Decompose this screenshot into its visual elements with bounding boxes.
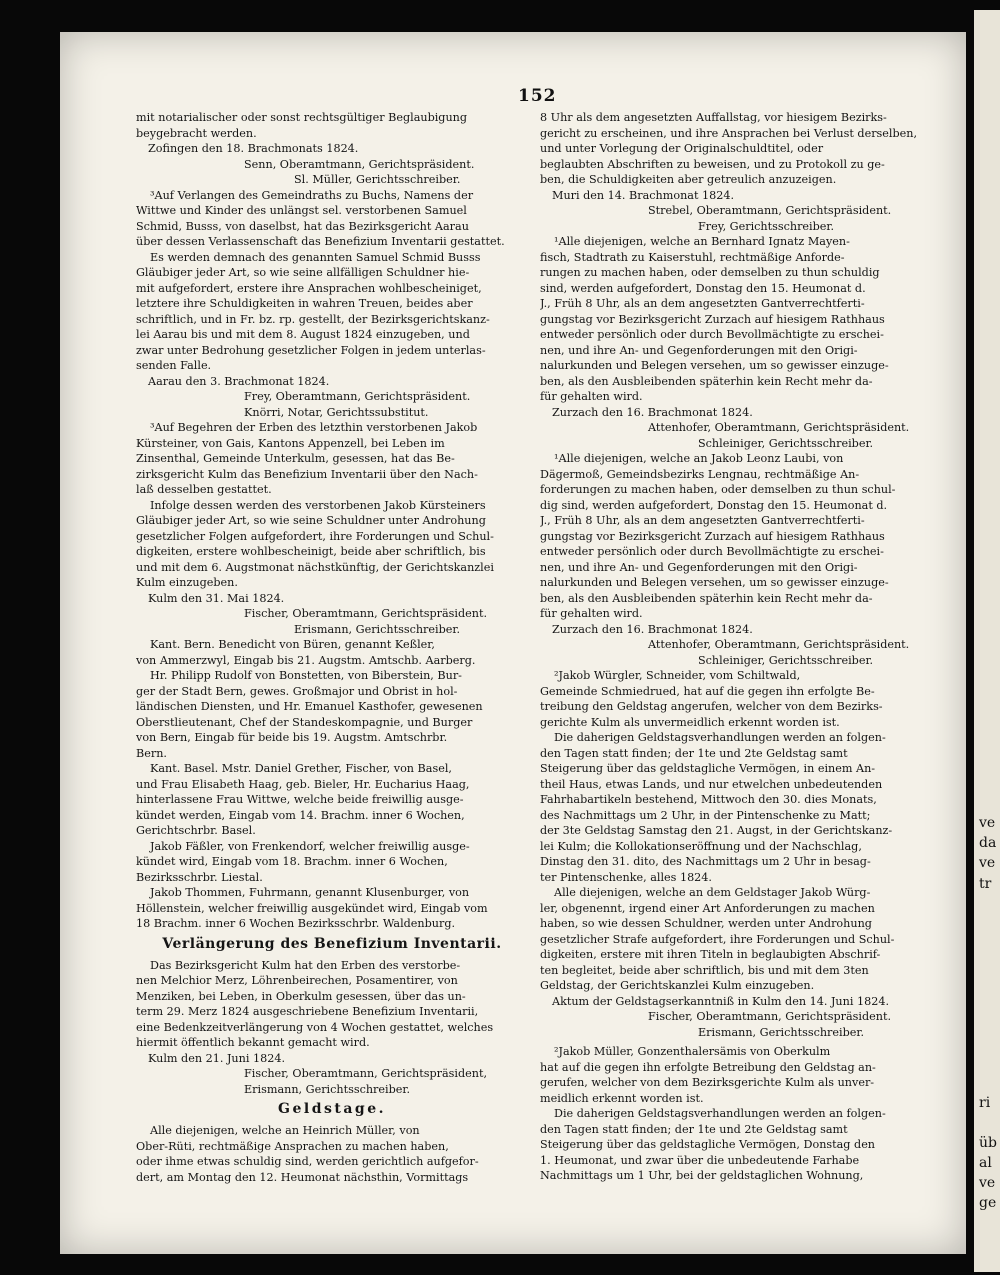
text-line: Oberstlieutenant, Chef der Standeskompagnie, und Burger bbox=[136, 715, 473, 729]
notice-signature: Sl. Müller, Gerichtsschreiber. bbox=[294, 173, 461, 186]
notice-date: Zofingen den 18. Brachmonats 1824. bbox=[148, 142, 359, 155]
text-line: ben, als den Ausbleibenden späterhin kein Recht mehr da- bbox=[540, 374, 873, 388]
text-line: kündet wird, Eingab vom 18. Brachm. inner 6 Wochen, bbox=[136, 855, 448, 868]
text-line: Gläubiger jeder Art, so wie seine allfälligen Schuldner hie- bbox=[136, 266, 470, 279]
text-line: Geldstag, der Gerichtskanzlei Kulm einzugeben. bbox=[540, 979, 815, 992]
notice-date: Aarau den 3. Brachmonat 1824. bbox=[148, 374, 330, 388]
text-line: Fahrhabartikeln bestehend, Mittwoch den 30. dies Monats, bbox=[540, 793, 877, 806]
text-line: von Ammerzwyl, Eingab bis 21. Augstm. Amtschb. Aarberg. bbox=[136, 653, 476, 667]
text-line: term 29. Merz 1824 ausgeschriebene Benefizium Inventarii, bbox=[136, 1005, 479, 1018]
text-line: haben, so wie dessen Schuldner, werden unter Androhung bbox=[540, 917, 872, 930]
text-line: Die daherigen Geldstagsverhandlungen werden an folgen- bbox=[554, 1107, 886, 1120]
text-line: gungstag vor Bezirksgericht Zurzach auf hiesigem Rathhaus bbox=[540, 529, 885, 543]
adjacent-page-edge bbox=[974, 10, 1000, 1272]
text-line: Alle diejenigen, welche an dem Geldstager Jakob Würg- bbox=[554, 886, 871, 899]
text-line: nalurkunden und Belegen versehen, um so gewisser einzuge- bbox=[540, 576, 889, 589]
notice-mueller-heinrich bbox=[136, 1123, 528, 1185]
notice-continuation bbox=[136, 110, 528, 188]
notice-signature: Schleiniger, Gerichtsschreiber. bbox=[698, 653, 874, 667]
text-line: für gehalten wird. bbox=[540, 390, 643, 403]
notice-signature: Senn, Oberamtmann, Gerichtspräsident. bbox=[244, 157, 475, 171]
text-line: Alle diejenigen, welche an Heinrich Müller, von bbox=[150, 1124, 420, 1137]
text-line: Nachmittags um 1 Uhr, bei der geldstaglichen Wohnung, bbox=[540, 1169, 864, 1182]
text-line: Dinstag den 31. dito, des Nachmittags um 2 Uhr in besag- bbox=[540, 855, 871, 868]
notice-signature: Knörri, Notar, Gerichtssubstitut. bbox=[244, 405, 429, 419]
text-line: ¹Alle diejenigen, welche an Bernhard Ignatz Mayen- bbox=[554, 235, 850, 248]
fragment: ve bbox=[979, 815, 996, 831]
notice-signature: Frey, Gerichtsschreiber. bbox=[698, 219, 835, 233]
text-line: hinterlassene Frau Wittwe, welche beide freiwillig ausge- bbox=[136, 793, 464, 806]
text-line: dig sind, werden aufgefordert, Donstag den 15. Heumonat d. bbox=[540, 498, 888, 512]
notice-signature: Fischer, Oberamtmann, Gerichtspräsident. bbox=[244, 607, 488, 620]
notice-date: Muri den 14. Brachmonat 1824. bbox=[552, 188, 735, 202]
text-line: und unter Vorlegung der Originalschuldtitel, oder bbox=[540, 142, 824, 155]
text-line: eine Bedenkzeitverlängerung von 4 Wochen gestattet, welches bbox=[136, 1020, 494, 1034]
notice-mueller-jakob bbox=[540, 1044, 932, 1184]
text-line: Es werden demnach des genannten Samuel Schmid Busss bbox=[150, 250, 481, 264]
text-line: der 3te Geldstag Samstag den 21. Augst, in der Gerichtskanz- bbox=[540, 824, 893, 837]
notice-date: Aktum der Geldstagserkanntniß in Kulm den 14. Juni 1824. bbox=[552, 994, 890, 1008]
text-line: ten begleitet, beide aber schriftlich, bis und mit dem 3ten bbox=[540, 963, 869, 977]
text-line: Hr. Philipp Rudolf von Bonstetten, von Biberstein, Bur- bbox=[150, 669, 462, 682]
text-line: den Tagen statt finden; der 1te und 2te Geldstag samt bbox=[540, 1122, 848, 1136]
fragment: tr bbox=[979, 876, 992, 892]
text-line: dert, am Montag den 12. Heumonat nächsthin, Vormittags bbox=[136, 1170, 469, 1184]
notice-merz bbox=[136, 958, 528, 1098]
text-line: und Frau Elisabeth Haag, geb. Bieler, Hr. Eucharius Haag, bbox=[136, 777, 470, 791]
text-line: Menziken, bei Leben, in Oberkulm gesessen, über das un- bbox=[136, 989, 466, 1003]
text-line: 8 Uhr als dem angesetzten Auffallstag, vor hiesigem Bezirks- bbox=[540, 111, 887, 124]
text-line: Jakob Fäßler, von Frenkendorf, welcher freiwillig ausge- bbox=[150, 839, 470, 853]
fragment: ve bbox=[979, 855, 996, 871]
text-line: Jakob Thommen, Fuhrmann, genannt Klusenburger, von bbox=[150, 886, 470, 899]
text-line: und mit dem 6. Augstmonat nächstkünftig, der Gerichtskanzlei bbox=[136, 560, 494, 574]
fragment: üb bbox=[979, 1135, 997, 1151]
text-line: mit notarialischer oder sonst rechtsgültiger Beglaubigung bbox=[136, 111, 468, 124]
section-heading: Geldstage. bbox=[278, 1101, 386, 1117]
text-line: Kant. Bern. Benedicht von Büren, genannt Keßler, bbox=[150, 638, 435, 651]
text-line: nen, und ihre An- und Gegenforderungen mit den Origi- bbox=[540, 560, 858, 574]
text-line: Die daherigen Geldstagsverhandlungen werden an folgen- bbox=[554, 731, 886, 744]
notice-signature: Fischer, Oberamtmann, Gerichtspräsident, bbox=[244, 1067, 488, 1080]
text-line: letztere ihre Schuldigkeiten in wahren Treuen, beides aber bbox=[136, 297, 473, 310]
text-line: entweder persönlich oder durch Bevollmächtigte zu erschei- bbox=[540, 545, 884, 558]
right-column bbox=[540, 110, 932, 1184]
text-line: ³Auf Begehren der Erben des letzthin verstorbenen Jakob bbox=[150, 421, 478, 434]
notice-signature: Erismann, Gerichtsschreiber. bbox=[294, 622, 461, 636]
text-line: beglaubten Abschriften zu beweisen, und zu Protokoll zu ge- bbox=[540, 157, 885, 171]
text-line: ger der Stadt Bern, gewes. Großmajor und Obrist in hol- bbox=[136, 684, 458, 698]
text-line: Schmid, Busss, von daselbst, hat das Bezirksgericht Aarau bbox=[136, 219, 469, 233]
text-line: Kürsteiner, von Gais, Kantons Appenzell, bei Leben im bbox=[136, 436, 445, 450]
left-column bbox=[136, 110, 528, 1185]
text-line: rungen zu machen haben, oder demselben zu thun schuldig bbox=[540, 266, 880, 279]
text-line: 18 Brachm. inner 6 Wochen Bezirksschrbr. Waldenburg. bbox=[136, 917, 456, 930]
text-line: Gläubiger jeder Art, so wie seine Schuldner unter Androhung bbox=[136, 514, 486, 527]
text-line: nen, und ihre An- und Gegenforderungen mit den Origi- bbox=[540, 343, 858, 357]
section-heading: Verlängerung des Benefizium Inventarii. bbox=[162, 935, 502, 952]
text-line: fisch, Stadtrath zu Kaiserstuhl, rechtmäßige Anforde- bbox=[540, 250, 845, 264]
text-line: entweder persönlich oder durch Bevollmächtigte zu erschei- bbox=[540, 328, 884, 341]
text-line: zirksgericht Kulm das Benefizium Inventarii über den Nach- bbox=[136, 467, 478, 481]
text-line: Kant. Basel. Mstr. Daniel Grether, Fischer, von Basel, bbox=[150, 762, 452, 775]
text-line: laß desselben gestattet. bbox=[136, 483, 272, 496]
text-line: senden Falle. bbox=[136, 359, 212, 372]
fragment: ge bbox=[979, 1195, 997, 1211]
text-line: lei Kulm; die Kollokationseröffnung und der Nachschlag, bbox=[540, 839, 862, 853]
text-line: ben, als den Ausbleibenden späterhin kein Recht mehr da- bbox=[540, 591, 873, 605]
text-line: ²Jakob Müller, Gonzenthalersämis von Oberkulm bbox=[554, 1045, 831, 1058]
text-line: ler, obgenennt, irgend einer Art Anforderungen zu machen bbox=[540, 901, 875, 915]
text-line: ²Jakob Würgler, Schneider, vom Schiltwald, bbox=[554, 669, 801, 682]
text-line: schriftlich, und in Fr. bz. rp. gestellt, der Bezirksgerichtskanz- bbox=[136, 312, 490, 326]
text-line: forderungen zu machen haben, oder demselben zu thun schul- bbox=[540, 483, 896, 496]
text-line: Bezirksschrbr. Liestal. bbox=[136, 870, 263, 884]
text-line: gesetzlicher Strafe aufgefordert, ihre Forderungen und Schul- bbox=[540, 932, 895, 946]
notice-mayenfisch bbox=[540, 234, 932, 451]
text-line: von Bern, Eingab für beide bis 19. Augstm. Amtschrbr. bbox=[136, 731, 448, 744]
notice-date: Zurzach den 16. Brachmonat 1824. bbox=[552, 405, 753, 419]
notice-signature: Attenhofer, Oberamtmann, Gerichtspräsident. bbox=[648, 638, 910, 651]
text-line: ben, die Schuldigkeiten aber getreulich anzuzeigen. bbox=[540, 173, 837, 186]
text-line: Zinsenthal, Gemeinde Unterkulm, gesessen, hat das Be- bbox=[136, 452, 455, 465]
notice-signature: Frey, Oberamtmann, Gerichtspräsident. bbox=[244, 390, 471, 403]
fragment: al bbox=[979, 1155, 992, 1171]
notice-date: Zurzach den 16. Brachmonat 1824. bbox=[552, 622, 753, 636]
text-line: Wittwe und Kinder des unlängst sel. verstorbenen Samuel bbox=[136, 204, 467, 217]
text-line: Gemeinde Schmiedrued, hat auf die gegen ihn erfolgte Be- bbox=[540, 684, 875, 698]
notice-signature: Fischer, Oberamtmann, Gerichtspräsident. bbox=[648, 1010, 892, 1023]
notice-buchs bbox=[136, 188, 528, 421]
text-line: meidlich erkennt worden ist. bbox=[540, 1091, 704, 1105]
text-line: den Tagen statt finden; der 1te und 2te Geldstag samt bbox=[540, 746, 848, 760]
text-line: mit aufgefordert, erstere ihre Ansprachen wohlbescheiniget, bbox=[136, 281, 482, 295]
text-line: nen Melchior Merz, Löhrenbeirechen, Posamentirer, von bbox=[136, 974, 458, 987]
text-line: hat auf die gegen ihn erfolgte Betreibung den Geldstag an- bbox=[540, 1060, 876, 1074]
text-line: ³Auf Verlangen des Gemeindraths zu Buchs, Namens der bbox=[150, 188, 474, 202]
text-line: Bern. bbox=[136, 746, 167, 760]
text-line: zwar unter Bedrohung gesetzlicher Folgen in jedem unterlas- bbox=[136, 343, 486, 357]
text-line: kündet werden, Eingab vom 14. Brachm. inner 6 Wochen, bbox=[136, 808, 465, 822]
text-line: Höllenstein, welcher freiwillig ausgekündet wird, Eingab vom bbox=[136, 901, 488, 915]
text-line: gericht zu erscheinen, und ihre Ansprachen bei Verlust derselben, bbox=[540, 126, 918, 140]
notice-kuersteiner bbox=[136, 420, 528, 637]
text-line: Dägermoß, Gemeindsbezirks Lengnau, rechtmäßige An- bbox=[540, 467, 860, 481]
notice-laubi bbox=[540, 451, 932, 668]
text-line: Kulm einzugeben. bbox=[136, 576, 238, 589]
text-line: des Nachmittags um 2 Uhr, in der Pintenschenke zu Matt; bbox=[540, 808, 871, 822]
text-line: Steigerung über das geldstagliche Vermögen, in einem An- bbox=[540, 762, 876, 775]
text-line: J., Früh 8 Uhr, als an dem angesetzten Gantverrechtferti- bbox=[540, 514, 865, 527]
text-line: gerichte Kulm als unvermeidlich erkennt worden ist. bbox=[540, 715, 840, 729]
text-line: digkeiten, erstere mit ihren Titeln in beglaubigten Abschrif- bbox=[540, 948, 881, 961]
fragment: ri bbox=[979, 1095, 991, 1111]
text-line: 1. Heumonat, und zwar über die unbedeutende Farhabe bbox=[540, 1153, 860, 1167]
notice-signature: Erismann, Gerichtsschreiber. bbox=[698, 1025, 865, 1039]
text-line: für gehalten wird. bbox=[540, 607, 643, 620]
text-line: sind, werden aufgefordert, Donstag den 15. Heumonat d. bbox=[540, 281, 866, 295]
text-line: über dessen Verlassenschaft das Benefizium Inventarii gestattet. bbox=[136, 235, 505, 248]
text-line: lei Aarau bis und mit dem 8. August 1824 einzugeben, und bbox=[136, 328, 470, 341]
text-line: Das Bezirksgericht Kulm hat den Erben des verstorbe- bbox=[150, 958, 461, 972]
text-line: nalurkunden und Belegen versehen, um so gewisser einzuge- bbox=[540, 359, 889, 372]
text-line: ländischen Diensten, und Hr. Emanuel Kasthofer, gewesenen bbox=[136, 700, 483, 713]
fragment: da bbox=[979, 835, 997, 851]
notice-wuergler bbox=[540, 668, 932, 1040]
notice-date: Kulm den 31. Mai 1824. bbox=[148, 591, 285, 605]
text-line: beygebracht werden. bbox=[136, 126, 257, 140]
notice-continuation-muri bbox=[540, 110, 932, 234]
text-line: ter Pintenschenke, alles 1824. bbox=[540, 870, 712, 884]
text-line: treibung den Geldstag angerufen, welcher von dem Bezirks- bbox=[540, 700, 883, 713]
text-line: ¹Alle diejenigen, welche an Jakob Leonz Laubi, von bbox=[554, 452, 844, 465]
text-line: hiermit öffentlich bekannt gemacht wird. bbox=[136, 1036, 370, 1049]
notice-signature: Erismann, Gerichtsschreiber. bbox=[244, 1082, 411, 1096]
text-line: theil Haus, etwas Lands, und nur etwelchen unbedeutenden bbox=[540, 777, 883, 791]
text-line: gesetzlicher Folgen aufgefordert, ihre Forderungen und Schul- bbox=[136, 529, 494, 543]
notice-cantonal-list bbox=[136, 637, 528, 932]
text-line: Ober-Rüti, rechtmäßige Ansprachen zu machen haben, bbox=[136, 1139, 449, 1153]
text-line: digkeiten, erstere wohlbescheinigt, beide aber schriftlich, bis bbox=[136, 545, 486, 558]
notice-signature: Strebel, Oberamtmann, Gerichtspräsident. bbox=[648, 204, 892, 217]
page-number: 152 bbox=[518, 86, 557, 106]
text-line: Steigerung über das geldstagliche Vermögen, Donstag den bbox=[540, 1138, 876, 1151]
text-line: Infolge dessen werden des verstorbenen Jakob Kürsteiners bbox=[150, 498, 486, 512]
text-line: gungstag vor Bezirksgericht Zurzach auf hiesigem Rathhaus bbox=[540, 312, 885, 326]
notice-signature: Schleiniger, Gerichtsschreiber. bbox=[698, 436, 874, 450]
text-line: Gerichtschrbr. Basel. bbox=[136, 824, 256, 837]
text-line: J., Früh 8 Uhr, als an dem angesetzten Gantverrechtferti- bbox=[540, 297, 865, 310]
notice-date: Kulm den 21. Juni 1824. bbox=[148, 1051, 286, 1065]
fragment: ve bbox=[979, 1175, 996, 1191]
notice-signature: Attenhofer, Oberamtmann, Gerichtspräsident. bbox=[648, 421, 910, 434]
text-line: oder ihme etwas schuldig sind, werden gerichtlich aufgefor- bbox=[136, 1155, 479, 1168]
text-line: gerufen, welcher von dem Bezirksgerichte Kulm als unver- bbox=[540, 1076, 875, 1089]
